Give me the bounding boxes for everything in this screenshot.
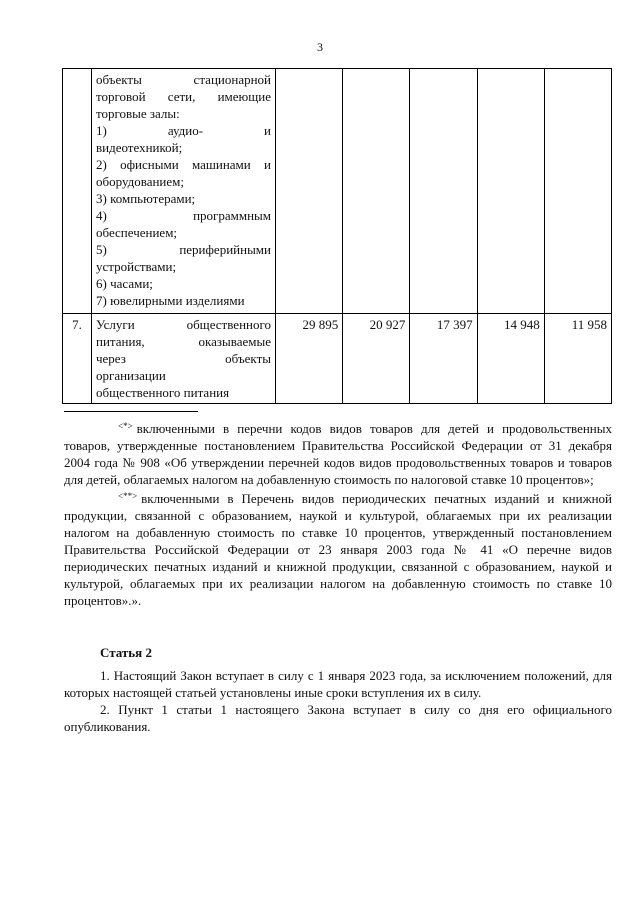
value-cell: 14 948 (477, 314, 544, 404)
value-cell: 11 958 (544, 314, 611, 404)
footnotes (64, 418, 612, 609)
value-cell (276, 69, 343, 314)
row-description: объекты стационарной торговой сети, имеющие торговые залы: 1) аудио- и видеотехникой; 2) офисными машинами и оборудованием; 3) компьютерами; 4) программным обеспечением; 5) периферийными устройствами; 6) часами; 7) ювелирными изделиями (92, 69, 276, 314)
article-heading: Статья 2 (100, 645, 152, 660)
table-row (63, 69, 612, 314)
footnote (64, 488, 612, 609)
footnote-text: включенными в перечни кодов видов товаров для детей и продовольственных товаров, утвержденные постановлением Правительства Российской Федерации от 31 декабря 2004 года № 908 «Об утверждении перечней кодов видов продовольственных товаров и товаров для детей, облагаемых налогом на добавленную стоимость по налоговой ставке 10 процентов»; (64, 421, 612, 487)
row-number (63, 69, 92, 314)
footnote (64, 418, 612, 488)
value-cell (410, 69, 477, 314)
value-cell (477, 69, 544, 314)
page-number: 3 (317, 40, 323, 54)
value-cell (343, 69, 410, 314)
value-cell: 29 895 (276, 314, 343, 404)
article-section (64, 644, 612, 735)
footnote-text: включенными в Перечень видов периодических печатных изданий и книжной продукции, связанной с образованием, наукой и культурой, облагаемых при их реализации налогом на добавленную стоимость по ставке 10 процентов, утвержденный постановлением Правительства Российской Федерации от 23 января 2003 года № 41 «О перечне видов периодических печатных изданий и книжной продукции, связанной с образованием, наукой и культурой, облагаемых при их реализации налогом на добавленную стоимость по ставке 10 процентов».». (64, 491, 612, 608)
footnote-mark: <**> (118, 491, 138, 501)
row-number: 7. (63, 314, 92, 404)
article-paragraph: 1. Настоящий Закон вступает в силу с 1 января 2023 года, за исключением положений, для которых настоящей статьей установлены иные сроки вступления их в силу. (64, 668, 612, 700)
value-cell: 17 397 (410, 314, 477, 404)
footnote-mark: <*> (118, 421, 133, 431)
value-cell (544, 69, 611, 314)
rates-table (62, 68, 612, 404)
value-cell: 20 927 (343, 314, 410, 404)
row-description: Услуги общественного питания, оказываемые через объекты организации общественного питания (92, 314, 276, 404)
article-paragraph: 2. Пункт 1 статьи 1 настоящего Закона вступает в силу со дня его официального опубликования. (64, 702, 612, 734)
table-row (63, 314, 612, 404)
footnote-divider (64, 411, 198, 412)
